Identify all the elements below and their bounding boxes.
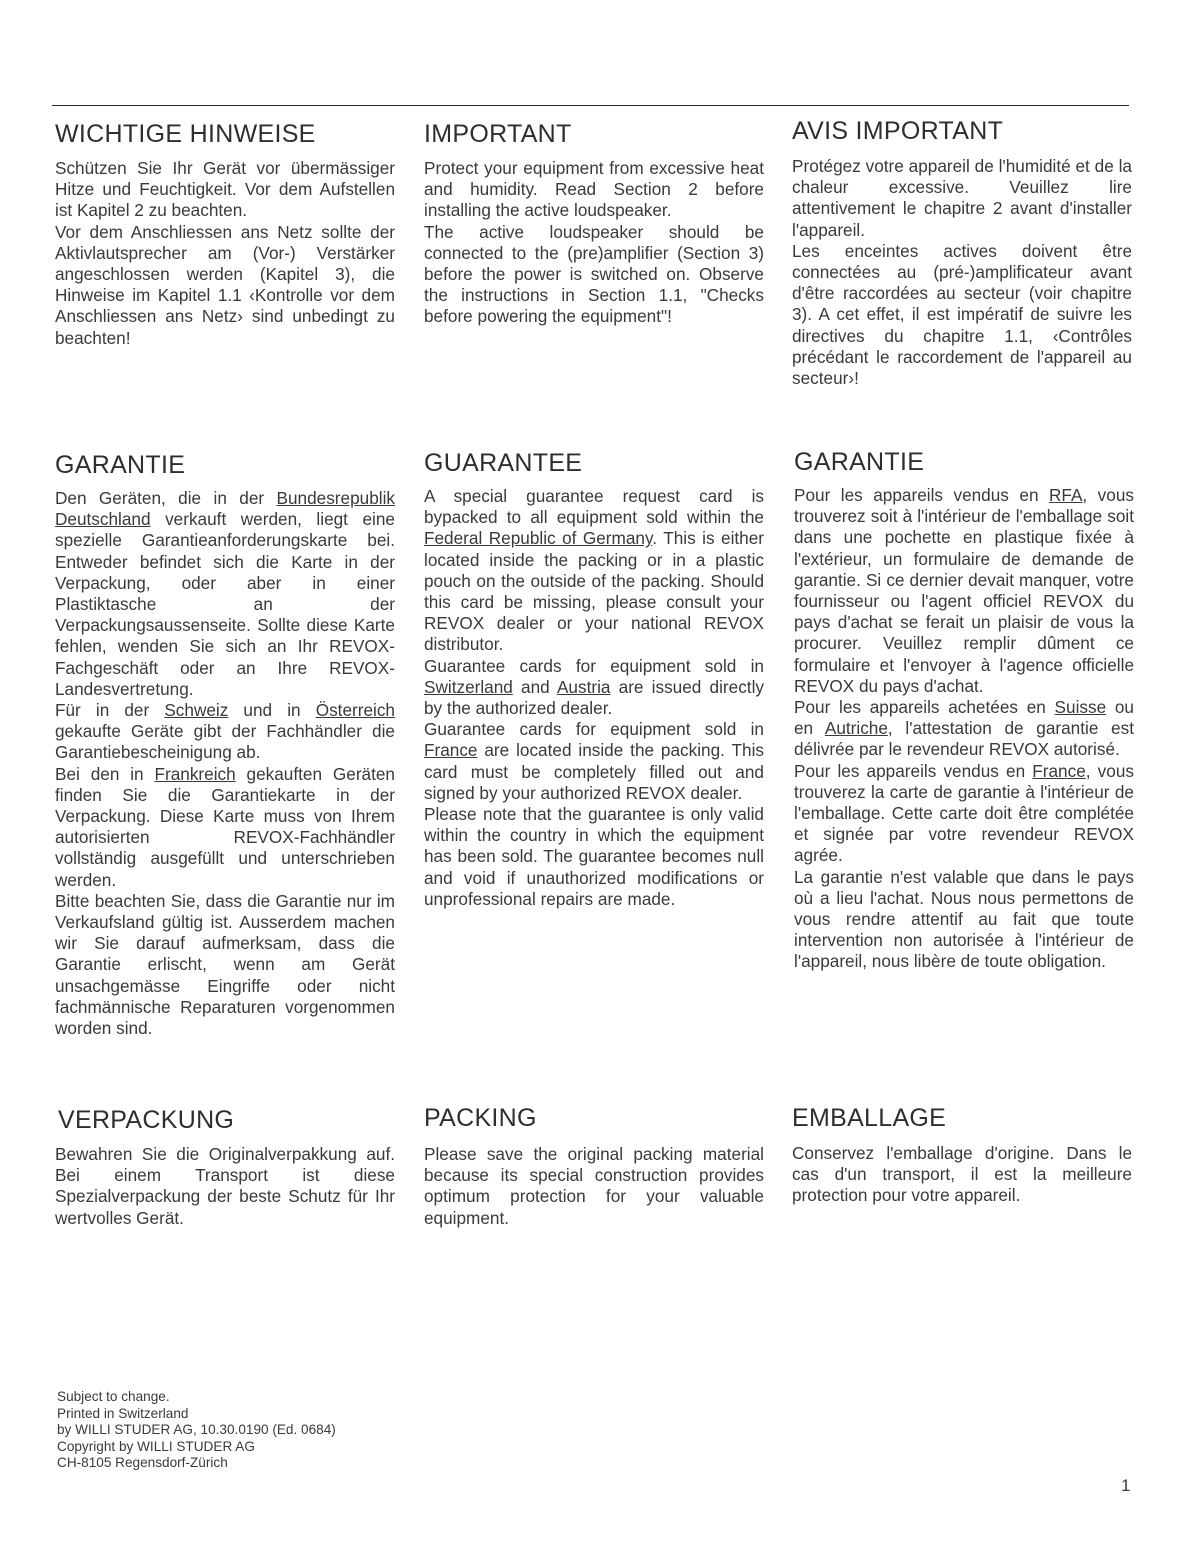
important-text-de	[55, 158, 395, 349]
imprint-footer	[57, 1389, 336, 1472]
paragraph: A special guarantee request card is bypacked to all equipment sold within the Federal Republic of Germany. This is either located inside the packing or in a plastic pouch on the outside of the packing. Should this card be missing, please consult your REVOX dealer or your national REVOX distributor.	[424, 486, 765, 655]
guarantee-heading-de: GARANTIE	[55, 451, 186, 479]
paragraph: Conservez l'emballage d'origine. Dans le cas d'un transport, il est la meilleure protection pour votre appareil.	[792, 1143, 1132, 1206]
footer-line: Printed in Switzerland	[57, 1405, 189, 1421]
paragraph: Protégez votre appareil de l'humidité et de la chaleur excessive. Veuillez lire attentivement le chapitre 2 avant d'installer l'appareil.	[792, 156, 1132, 240]
country-link: France	[424, 740, 478, 761]
paragraph: Bewahren Sie die Originalverpakkung auf. Bei einem Transport ist diese Spezialverpackung der beste Schutz für Ihr wertvolles Gerät.	[55, 1144, 395, 1228]
footer-line: Subject to change.	[57, 1389, 170, 1404]
guarantee-text-en	[424, 486, 764, 910]
paragraph: Pour les appareils achetées en Suisse ou en Autriche, l'attestation de garantie est délivrée par le revendeur REVOX autorisé.	[794, 697, 1134, 760]
paragraph: Schützen Sie Ihr Gerät vor übermässiger Hitze und Feuchtigkeit. Vor dem Aufstellen ist Kapitel 2 zu beachten.	[55, 158, 395, 221]
paragraph: The active loudspeaker should be connected to the (pre)amplifier (Section 3) before the power is switched on. Observe the instructions in Section 1.1, "Checks before powering the equipment"!	[424, 221, 764, 327]
footer-line: CH-8105 Regensdorf-Zürich	[57, 1455, 228, 1470]
guarantee-text-fr	[794, 485, 1134, 973]
important-heading-de: WICHTIGE HINWEISE	[55, 120, 316, 148]
country-link: Schweiz	[164, 700, 229, 721]
country-link: Austria	[556, 676, 611, 697]
important-heading-fr: AVIS IMPORTANT	[792, 117, 1004, 145]
paragraph: Guarantee cards for equipment sold in Switzerland and Austria are issued directly by the authorized dealer.	[424, 655, 764, 719]
country-link: Suisse	[1054, 697, 1107, 718]
paragraph: Pour les appareils vendus en RFA, vous trouverez soit à l'intérieur de l'emballage soit dans une pochette en plastique fixée à l'extérieur, un formulaire de demande de garantie. Si ce dernier devait manquer, votre fournisseur ou l'agent officiel REVOX du pays d'achat se ferait un plaisir de vous la procurer. Veuillez remplir dûment ce formulaire et l'envoyer à l'agence officielle REVOX du pays d'achat.	[794, 485, 1134, 696]
paragraph: Vor dem Anschliessen ans Netz sollte der Aktivlautsprecher am (Vor-) Verstärker angeschlossen werden (Kapitel 3), die Hinweise im Kapitel 1.1 ‹Kontrolle vor dem Anschliessen ans Netz› sind unbedingt zu beachten!	[55, 221, 395, 348]
footer-line: by WILLI STUDER AG, 10.30.0190 (Ed. 0684)	[57, 1422, 336, 1437]
page-number: 1	[1121, 1476, 1131, 1495]
guarantee-text-de	[55, 488, 395, 1039]
paragraph: Guarantee cards for equipment sold in France are located inside the packing. This card must be completely filled out and signed by your authorized REVOX dealer.	[424, 719, 764, 803]
important-text-en	[424, 158, 764, 328]
country-link: Frankreich	[154, 763, 236, 784]
packing-heading-fr: EMBALLAGE	[792, 1104, 947, 1132]
packing-text-de	[55, 1144, 395, 1229]
top-rule	[52, 105, 1129, 106]
paragraph: Den Geräten, die in der Bundesrepublik Deutschland verkauft werden, liegt eine spezielle Garantieanforderungskarte bei. Entweder befindet sich die Karte in der Verpackung, oder aber in einer Plastiktasche an der Verpackungsaussenseite. Sollte diese Karte fehlen, wenden Sie sich an Ihr REVOX-Fachgeschäft oder an Ihre REVOX-Landesvertretung.	[55, 488, 395, 699]
country-link: Österreich	[315, 700, 395, 721]
country-link: RFA	[1048, 485, 1083, 505]
important-heading-en: IMPORTANT	[424, 120, 572, 148]
country-link: France	[1032, 760, 1086, 781]
paragraph: Bei den in Frankreich gekauften Geräten finden Sie die Garantiekarte in der Verpackung. Diese Karte muss von Ihrem autorisierten REVOX-Fachhändler vollständig ausgefüllt und unterschrieben werden.	[55, 763, 395, 890]
packing-heading-en: PACKING	[424, 1104, 537, 1132]
country-link: Autriche	[824, 718, 888, 739]
paragraph: Les enceintes actives doivent être connectées au (pré-)amplificateur avant d'être raccordées au secteur (voir chapitre 3). A cet effet, il est impératif de suivre les directives du chapitre 1.1, ‹Contrôles précédant le raccordement de l'appareil au secteur›!	[792, 240, 1132, 389]
paragraph: Please note that the guarantee is only valid within the country in which the equipment has been sold. The guarantee becomes null and void if unauthorized modifications or unprofessional repairs are made.	[424, 804, 764, 909]
packing-text-en	[424, 1144, 764, 1229]
paragraph: Pour les appareils vendus en France, vous trouverez la carte de garantie à l'intérieur de l'emballage. Cette carte doit être complétée et signée par votre revendeur REVOX agrée.	[794, 760, 1134, 866]
country-link: Bundesrepublik Deutschland	[55, 488, 395, 530]
country-link: Federal Republic of Germany	[424, 528, 653, 549]
country-link: Switzerland	[424, 676, 513, 697]
guarantee-heading-en: GUARANTEE	[424, 449, 583, 477]
paragraph: Protect your equipment from excessive heat and humidity. Read Section 2 before installing the active loudspeaker.	[424, 158, 764, 221]
footer-line: Copyright by WILLI STUDER AG	[57, 1438, 255, 1454]
important-text-fr	[792, 156, 1132, 389]
paragraph: La garantie n'est valable que dans le pays où a lieu l'achat. Nous nous permettons de vous rendre attentif au fait que toute intervention non autorisée à l'intérieur de l'appareil, nous libère de toute obligation.	[794, 866, 1134, 972]
packing-text-fr	[792, 1143, 1132, 1207]
packing-heading-de: VERPACKUNG	[58, 1106, 235, 1134]
paragraph: Für in der Schweiz und in Österreich gekaufte Geräte gibt der Fachhändler die Garantiebescheinigung ab.	[55, 700, 395, 763]
paragraph: Please save the original packing material because its special construction provides optimum protection for your valuable equipment.	[424, 1144, 764, 1228]
guarantee-heading-fr: GARANTIE	[794, 448, 925, 476]
paragraph: Bitte beachten Sie, dass die Garantie nur im Verkaufsland gültig ist. Ausserdem machen wir Sie darauf aufmerksam, dass die Garantie erlischt, wenn am Gerät unsachgemässe Eingriffe oder nicht fachmännische Reparaturen vorgenommen worden sind.	[55, 890, 395, 1039]
